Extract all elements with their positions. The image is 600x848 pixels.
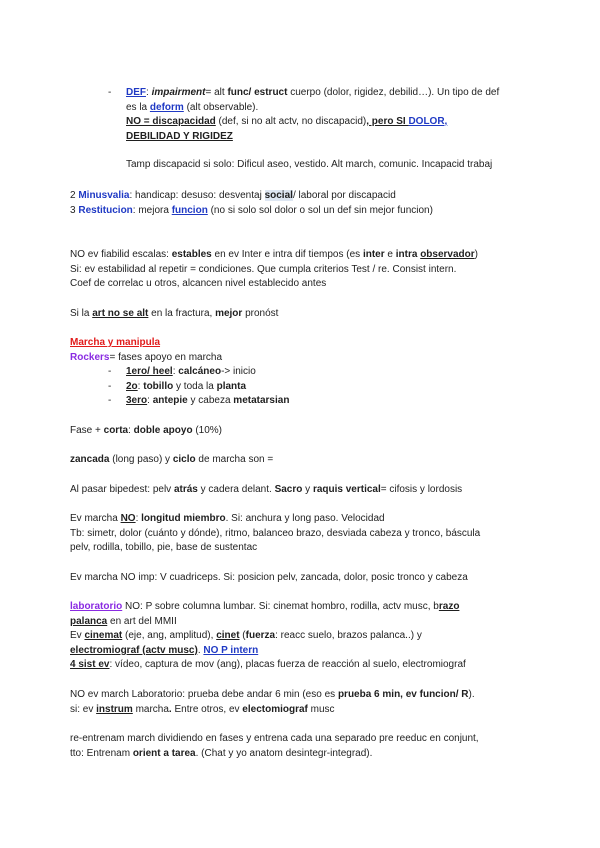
fiab-line-1: NO ev fiabilid escalas: estables en ev Inter e intra dif tiempos (es inter e intra observador): [70, 249, 478, 260]
list-item-restitucion: 3 Restitucion: mejora funcion (no si solo sol dolor o sol un def sin mejor funcion): [70, 204, 433, 216]
def-line-1: - DEF: impairment= alt func/ estruct cuerpo (dolor, rigidez, debilid…). Un tipo de def: [70, 86, 540, 101]
ev-marcha-block: [70, 512, 540, 556]
bipedest-line: Al pasar bipedest: pelv atrás y cadera delant. Sacro y raquis vertical= cifosis y lordosis: [70, 484, 463, 495]
list-item: - 1ero/ heel: calcáneo-> inicio: [108, 366, 256, 377]
bullet: -: [108, 87, 112, 98]
def-block: [70, 86, 540, 173]
lab-line-3: Ev cinemat (eje, ang, amplitud), cinet (fuerza: reacc suelo, brazos palanca..) y: [70, 630, 422, 641]
no-lab-line-1: NO ev march Laboratorio: prueba debe andar 6 min (eso es prueba 6 min, ev funcion/ R).: [70, 689, 475, 700]
lab-line-4: electromiograf (actv musc). NO P intern: [70, 644, 259, 656]
no-lab-block: [70, 688, 540, 717]
lab-line-5: 4 sist ev: vídeo, captura de mov (ang), placas fuerza de reacción al suelo, electromiograf: [70, 659, 466, 670]
def-line-2: es la deform (alt observable).: [126, 101, 259, 113]
fractura-line: Si la art no se alt en la fractura, mejor pronóst: [70, 308, 279, 319]
ev-marcha-line-3: pelv, rodilla, tobillo, pie, base de sustentac: [70, 542, 258, 553]
reentr-line-2: tto: Entrenam orient a tarea. (Chat y yo anatom desintegr-integrad).: [70, 747, 373, 759]
rockers-line: Rockers= fases apoyo en marcha: [70, 351, 223, 363]
def-line-4: DEBILIDAD Y RIGIDEZ: [126, 130, 233, 142]
list-item: - 3ero: antepie y cabeza metatarsian: [108, 395, 290, 406]
fase-line: Fase + corta: doble apoyo (10%): [70, 425, 223, 436]
list-item: - 2o: tobillo y toda la planta: [108, 380, 247, 392]
reentr-line-1: re-entrenam march dividiendo en fases y entrena cada una separado pre reeduc en conjunt,: [70, 733, 479, 744]
fiab-line-2: Si: ev estabilidad al repetir = condiciones. Que cumpla criterios Test / re. Consist intern.: [70, 263, 457, 275]
fiab-line-3: Coef de correlac u otros, alcancen nivel establecido antes: [70, 278, 327, 289]
laboratorio-block: [70, 600, 540, 673]
no-imp-line: Ev marcha NO imp: V cuadriceps. Si: posicion pelv, zancada, dolor, posic tronco y cabeza: [70, 572, 468, 583]
def-line-3: NO = discapacidad (def, si no alt actv, no discapacid), pero SI DOLOR,: [126, 116, 448, 127]
def-line-5: Tamp discapacid si solo: Dificul aseo, vestido. Alt march, comunic. Incapacid trabaj: [126, 159, 493, 170]
lab-line-2: palanca en art del MMII: [70, 615, 177, 627]
section-heading: Marcha y manipula: [70, 337, 161, 348]
reentrenam-block: [70, 732, 540, 761]
fiabilidad-block: [70, 248, 540, 292]
no-lab-line-2: si: ev instrum marcha. Entre otros, ev electomiograf musc: [70, 703, 335, 715]
zancada-line: zancada (long paso) y ciclo de marcha son =: [70, 454, 274, 465]
list-item-minusvalia: 2 Minusvalia: handicap: desuso: desventaj social/ laboral por discapacid: [70, 190, 396, 201]
marcha-block: [70, 336, 540, 409]
ev-marcha-line-2: Tb: simetr, dolor (cuánto y dónde), ritmo, balanceo brazo, desviada cabeza y tronco, báscula: [70, 527, 481, 539]
ev-marcha-line-1: Ev marcha NO: longitud miembro. Si: anchura y long paso. Velocidad: [70, 513, 385, 524]
numbered-list: [70, 189, 540, 218]
lab-line-1: laboratorio NO: P sobre columna lumbar. Si: cinemat hombro, rodilla, actv musc, brazo: [70, 601, 460, 612]
